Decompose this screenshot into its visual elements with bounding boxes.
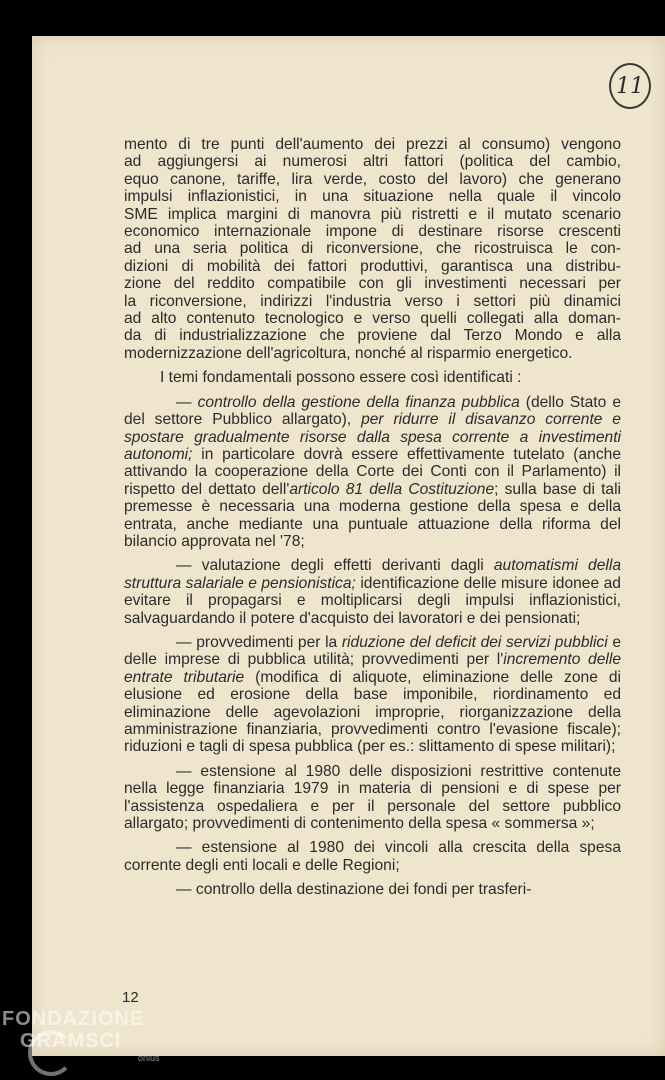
- text-line: ad una seria politica di riconversione, che ricostruisca le con-: [124, 240, 621, 258]
- document-page: [32, 36, 665, 1056]
- text-line: impulsi inflazionistici, in una situazione nella quale il vincolo: [124, 188, 621, 206]
- watermark-line1: FONDAZIONE: [2, 1008, 145, 1030]
- page-number: 12: [122, 989, 139, 1006]
- list-item-automatismi: — valutazione degli effetti derivanti dagli automatismi della struttura salariale e pensionistica; identificazione delle misure idonee ad evitare il propagarsi e moltiplicarsi degli impulsi inflazionistici, salvaguardando il potere d'acquisto dei lavoratori e dei pensionati;: [124, 557, 621, 627]
- handwritten-page-annotation: 11: [609, 63, 651, 109]
- text-line: da di industrializzazione che proviene dal Terzo Mondo e alla: [124, 327, 621, 345]
- list-item-deficit-servizi: — provvedimenti per la riduzione del deficit dei servizi pubblici e delle imprese di pubblica utilità; provvedimenti per l'incremento delle entrate tributarie (modifica di aliquote, eliminazione delle zone di elusione ed erosione della base imponibile, riordinamento ed eliminazione delle agevolazioni improprie, riorganizzazione della amministrazione finanziaria, provvedimenti contro l'evasione fiscale); riduzioni e tagli di spesa pubblica (per es.: slittamento di spese militari);: [124, 633, 622, 756]
- list-item-finanza-pubblica: — controllo della gestione della finanza pubblica (dello Stato e del settore Pubblico allargato), per ridurre il disavanzo corrente e spostare gradualmente risorse dalla spesa corrente a investimenti autonomi; in particolare dovrà essere effettivamente tutelato (anche attivando la cooperazione della Corte dei Conti con il Parlamento) il rispetto del dettato dell'articolo 81 della Costituzione; sulla base di tali premesse è necessaria una moderna gestione della spesa e della entrata, anche mediante una puntuale attuazione della riforma del bilancio approvata nel '78;: [124, 393, 622, 550]
- watermark-line3: onlus: [138, 1053, 160, 1063]
- text-line: ad aggiungersi ai numerosi altri fattori (politica del cambio,: [124, 153, 621, 171]
- text-line: la riconversione, indirizzi l'industria verso i settori più dinamici: [124, 292, 621, 310]
- text-line: ad alto contenuto tecnologico e verso quelli collegati alla doman-: [124, 310, 621, 328]
- list-item-trasferimenti: — controllo della destinazione dei fondi per trasferi-: [176, 881, 532, 899]
- body-text: [124, 136, 621, 899]
- text-line: equo canone, tariffe, lira verde, costo del lavoro) che generano: [124, 170, 621, 188]
- list-item-enti-locali: — estensione al 1980 dei vincoli alla crescita della spesa corrente degli enti locali e delle Regioni;: [124, 839, 621, 874]
- paragraph-continuation: [124, 136, 621, 362]
- text-line: zione del reddito compatibile con gli investimenti necessari per: [124, 275, 621, 293]
- text-line: dizioni di mobilità dei fattori produttivi, garantisca una distribu-: [124, 257, 621, 275]
- watermark-line2: GRAMSCI: [20, 1030, 122, 1052]
- text-line: economico internazionale impone di destinare risorse crescenti: [124, 223, 621, 241]
- text-line: mento di tre punti dell'aumento dei prezzi al consumo) vengono: [124, 136, 621, 153]
- list-item-legge-finanziaria: — estensione al 1980 delle disposizioni restrittive contenute nella legge finanziaria 1979 in materia di pensioni e di spese per l'assistenza ospedaliera e per il personale del settore pubblico allargato; provvedimenti di contenimento della spesa « sommersa »;: [124, 762, 621, 833]
- text-line: modernizzazione dell'agricoltura, nonché al risparmio energetico.: [124, 344, 573, 362]
- text-line: SME implica margini di manovra più ristretti e il mutato scenario: [124, 205, 621, 223]
- paragraph-intro: I temi fondamentali possono essere così identificati :: [160, 369, 522, 387]
